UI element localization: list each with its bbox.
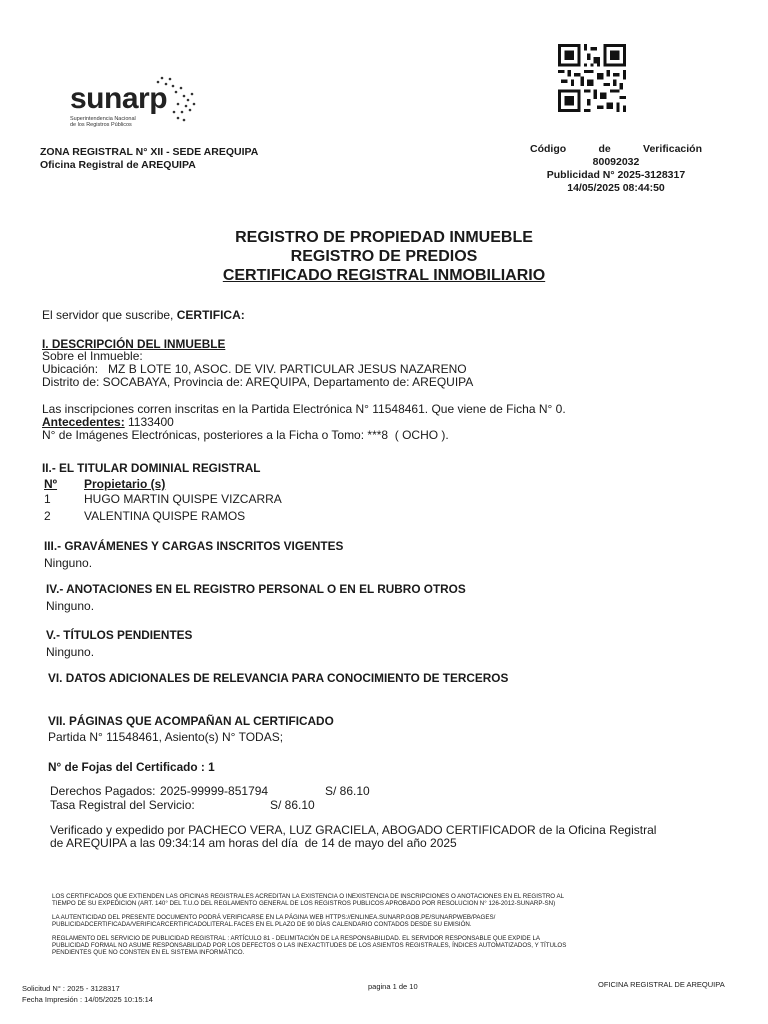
fecha-impresion: Fecha Impresión : 14/05/2025 10:15:14 (22, 995, 153, 1004)
section-7-value: Partida N° 11548461, Asiento(s) N° TODAS; (48, 730, 284, 744)
sec1-imagenes: N° de Imágenes Electrónicas, posteriores a la Ficha o Tomo: ***8 ( OCHO ). (42, 428, 449, 442)
section-3-title: III.- GRAVÁMENES Y CARGAS INSCRITOS VIGENTES (44, 539, 344, 553)
intro-certifica-bold: CERTIFICA: (176, 308, 245, 322)
title-line-3: CERTIFICADO REGISTRAL INMOBILIARIO (222, 267, 546, 284)
sec1-distrito: Distrito de: SOCABAYA, Provincia de: AREQUIPA, Departamento de: AREQUIPA (42, 375, 474, 389)
legal-p3-c: PENDIENTES QUE NO CONSTEN EN EL SISTEMA INFORMÁTICO. (52, 949, 245, 956)
owners-header-row (44, 478, 282, 491)
publicidad-datetime: 14/05/2025 08:44:50 (567, 182, 665, 194)
legal-p1-a: LOS CERTIFICADOS QUE EXTIENDEN LAS OFICINAS REGISTRALES ACREDITAN LA EXISTENCIA O INEXISTENCIA DE INSCRIPCIONES O ANOTACIONES EN EL REGISTRO AL (52, 893, 565, 900)
title-line-2: REGISTRO DE PREDIOS (290, 248, 478, 265)
logo-subtitle (70, 116, 136, 128)
table-row (44, 493, 282, 506)
sunarp-logo (68, 70, 218, 135)
owner-name: VALENTINA QUISPE RAMOS (84, 509, 246, 523)
sec1-ubicacion: Ubicación: MZ B LOTE 10, ASOC. DE VIV. PARTICULAR JESUS NAZARENO (42, 362, 467, 376)
codigo-verificacion-label (530, 143, 702, 156)
verificacion-word: Verificación (643, 143, 702, 155)
legal-p2-a: LA AUTENTICIDAD DEL PRESENTE DOCUMENTO PODRÁ VERIFICARSE EN LA PÁGINA WEB HTTPS://ENLINEA.SUNARP.GOB.PE/SUNARPWEB/PAGES/ (52, 914, 496, 921)
section-6-title: VI. DATOS ADICIONALES DE RELEVANCIA PARA CONOCIMIENTO DE TERCEROS (48, 671, 509, 685)
derechos-amount: S/ 86.10 (325, 784, 370, 798)
header-verification (530, 143, 702, 195)
intro-certifica (42, 309, 245, 322)
sec1-inscripciones: Las inscripciones corren inscritas en la Partida Electrónica N° 11548461. Que viene de Ficha N° 0. (42, 402, 566, 416)
legal-p3-a: REGLAMENTO DEL SERVICIO DE PUBLICIDAD REGISTRAL : ARTÍCULO 81 - DELIMITACIÓN DE LA RESPONSABILIDAD. EL SERVIDOR RESPONSABLE QUE EXPIDE LA (52, 935, 541, 942)
antecedentes-label: Antecedentes: (42, 415, 125, 429)
derechos-row (50, 785, 370, 798)
publicidad-number: Publicidad N° 2025-3128317 (546, 169, 686, 181)
section-1-body (42, 350, 566, 442)
section-4-value: Ninguno. (46, 599, 95, 613)
verificado-block (50, 824, 750, 850)
section-4-title: IV.- ANOTACIONES EN EL REGISTRO PERSONAL O EN EL RUBRO OTROS (46, 582, 466, 596)
zona-registral: ZONA REGISTRAL N° XII - SEDE AREQUIPA (40, 146, 259, 158)
intro-prefix: El servidor que suscribe, (42, 308, 177, 322)
verificado-line-1: Verificado y expedido por PACHECO VERA, LUZ GRACIELA, ABOGADO CERTIFICADOR de la Oficina Registral (50, 823, 657, 837)
section-5-title: V.- TÍTULOS PENDIENTES (46, 628, 193, 642)
section-2-title: II.- EL TITULAR DOMINIAL REGISTRAL (42, 461, 261, 475)
page-number: pagina 1 de 10 (368, 982, 418, 991)
payment-block (50, 785, 370, 812)
logo-subtitle-2: de los Registros Públicos (70, 122, 132, 128)
tasa-label: Tasa Registral del Servicio: (50, 798, 195, 812)
qr-code-icon (558, 44, 626, 112)
header-office (40, 146, 258, 172)
section-1-title: I. DESCRIPCIÓN DEL INMUEBLE (42, 337, 226, 351)
tasa-row (50, 799, 370, 812)
title-line-1: REGISTRO DE PROPIEDAD INMUEBLE (235, 229, 533, 246)
owner-number: 2 (44, 509, 51, 523)
legal-p3-b: PUBLICIDAD FORMAL NO ASUME RESPONSABILIDAD POR LOS DEFECTOS O LAS INEXACTITUDES DE LOS ASIENTOS REGISTRALES, ÍNDICES AUTOMATIZADOS, Y TÍTULOS (52, 942, 567, 949)
de-word: de (598, 143, 611, 155)
footer-oficina: OFICINA REGISTRAL DE AREQUIPA (598, 980, 725, 989)
solicitud-number: Solicitud N° : 2025 - 3128317 (22, 984, 120, 993)
owner-name: HUGO MARTIN QUISPE VIZCARRA (84, 492, 282, 506)
section-3-value: Ninguno. (44, 556, 93, 570)
fojas-count: N° de Fojas del Certificado : 1 (48, 760, 215, 774)
document-title (0, 228, 768, 285)
legal-p1-b: TIEMPO DE SU EXPEDICION (ART. 140° DEL T.U.O DEL REGLAMENTO GENERAL DE LOS REGISTROS PUBLICOS APROBADO POR RESOLUCION N° 126-2012-SUNARP-SN) (52, 900, 556, 907)
footer-legal (52, 893, 732, 956)
codigo-word: Código (530, 143, 567, 155)
oficina-registral: Oficina Registral de AREQUIPA (40, 159, 196, 171)
antecedentes-value: 1133400 (124, 415, 174, 429)
legal-p2-b: PUBLICIDADCERTIFICADA/VERIFICARCERTIFICADOLITERAL.FACES EN EL PLAZO DE 90 DÍAS CALENDARIO CONTADOS DESDE SU EMISIÓN. (52, 921, 472, 928)
verificado-line-2: de AREQUIPA a las 09:34:14 am horas del día de 14 de mayo del año 2025 (50, 836, 457, 850)
codigo-value: 80092032 (592, 156, 640, 168)
section-5-value: Ninguno. (46, 645, 95, 659)
owners-table (44, 478, 282, 523)
logo-wordmark: sunarp (70, 82, 168, 115)
tasa-amount: S/ 86.10 (270, 798, 315, 812)
derechos-label: Derechos Pagados: (50, 784, 156, 798)
owners-col-propietario: Propietario (s) (84, 477, 166, 491)
owners-col-n: Nº (44, 477, 58, 491)
logo-subtitle-1: Superintendencia Nacional (70, 116, 136, 122)
sec1-line-1: Sobre el Inmueble: (42, 349, 143, 363)
section-7-title: VII. PÁGINAS QUE ACOMPAÑAN AL CERTIFICADO (48, 714, 334, 728)
table-row (44, 510, 282, 523)
owner-number: 1 (44, 492, 51, 506)
footer-solicitud (22, 984, 153, 1004)
derechos-number: 2025-99999-851794 (160, 784, 269, 798)
